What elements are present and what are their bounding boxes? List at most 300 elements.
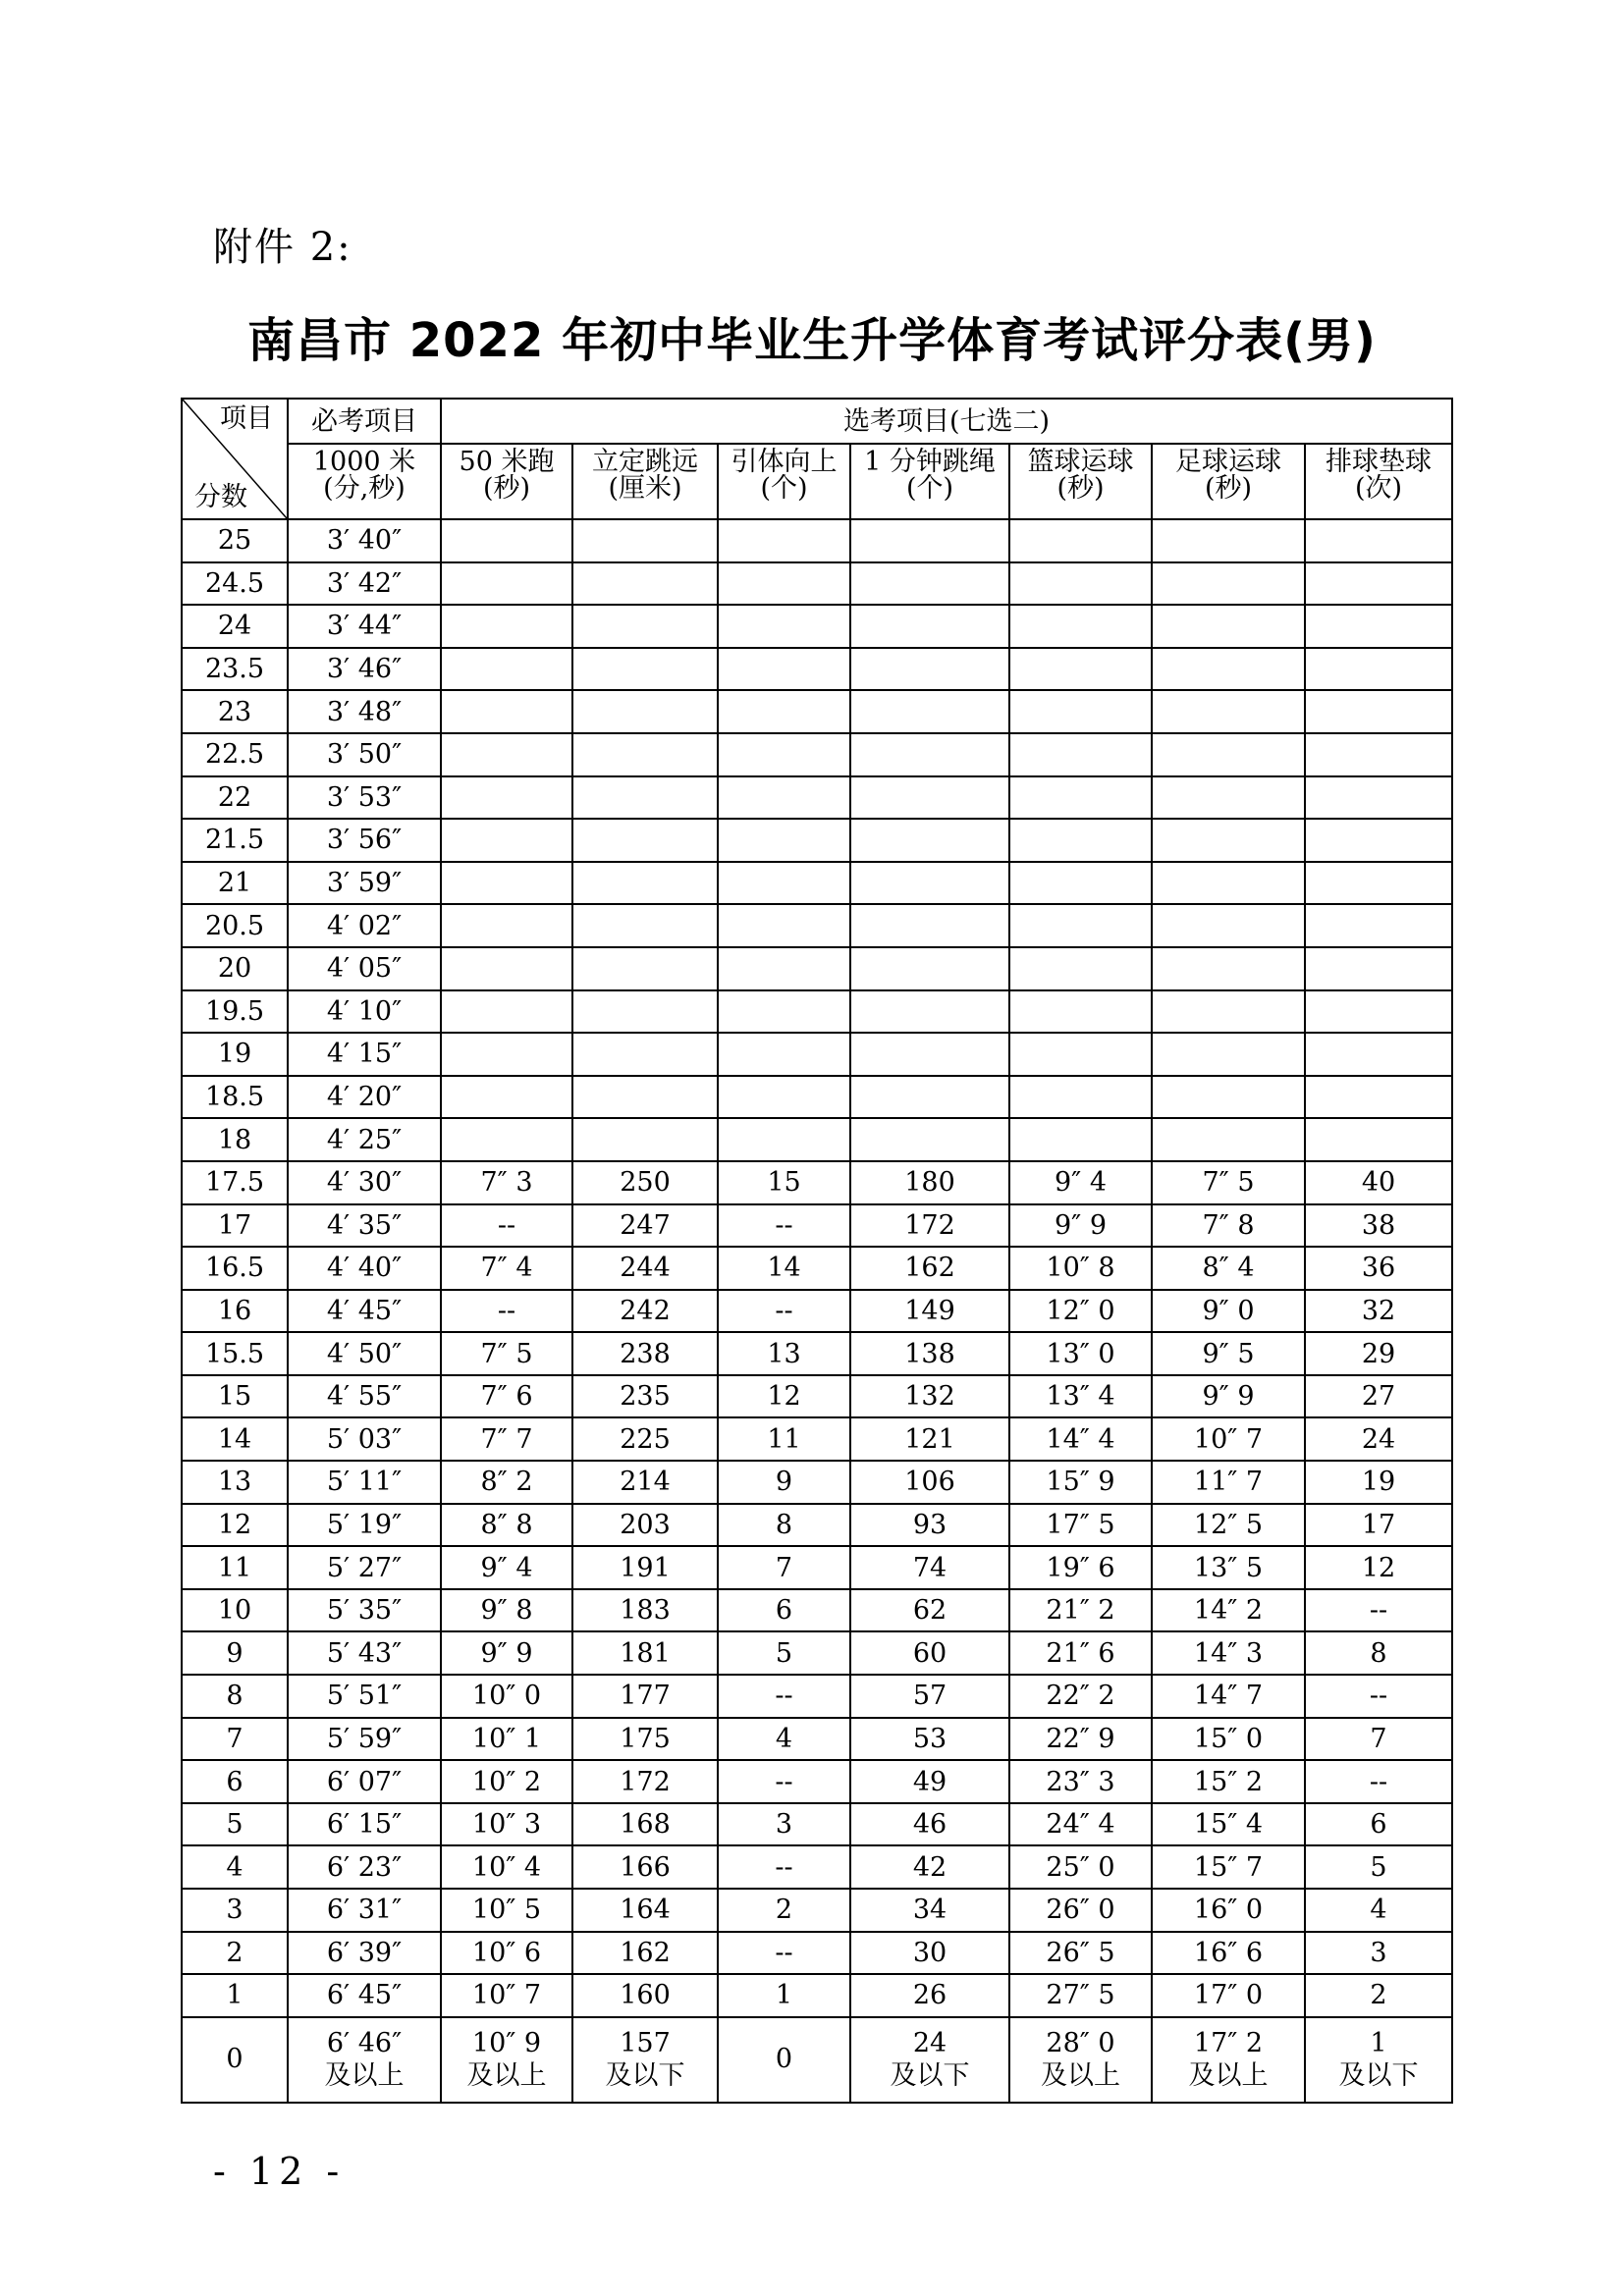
value-cell: 36 <box>1305 1247 1452 1290</box>
value-cell: 4′ 25″ <box>288 1118 441 1161</box>
value-cell <box>1152 1033 1305 1076</box>
value-cell: 5′ 11″ <box>288 1461 441 1504</box>
value-cell <box>850 519 1009 562</box>
table-row <box>182 1546 1452 1589</box>
value-cell <box>1305 605 1452 648</box>
score-cell: 3 <box>182 1889 288 1932</box>
value-cell <box>718 776 850 820</box>
value-cell: 29 <box>1305 1332 1452 1375</box>
column-name: 引体向上 <box>731 447 838 477</box>
value-cell: 6′ 07″ <box>288 1760 441 1803</box>
value-cell: 16″ 6 <box>1152 1932 1305 1975</box>
score-cell <box>182 2017 288 2103</box>
value-cell: 5′ 35″ <box>288 1589 441 1632</box>
table-row <box>182 690 1452 733</box>
value-cell <box>1152 1076 1305 1119</box>
value-cell: 4′ 40″ <box>288 1247 441 1290</box>
value-cell: 1 <box>718 1974 850 2017</box>
value-cell: 9″ 9 <box>1009 1204 1152 1248</box>
table-row <box>182 1504 1452 1547</box>
table-row <box>182 1631 1452 1675</box>
value-cell: 8″ 4 <box>1152 1247 1305 1290</box>
table-row <box>182 904 1452 947</box>
table-row <box>182 947 1452 990</box>
value-cell: 11″ 7 <box>1152 1461 1305 1504</box>
score-cell: 21.5 <box>182 819 288 862</box>
column-unit: (厘米) <box>608 473 682 504</box>
score-cell: 18 <box>182 1118 288 1161</box>
value-cell: 7″ 8 <box>1152 1204 1305 1248</box>
value-cell <box>1305 819 1452 862</box>
column-header <box>572 444 718 519</box>
value-cell <box>441 690 572 733</box>
value-cell <box>441 1033 572 1076</box>
value-cell: 26″ 0 <box>1009 1889 1152 1932</box>
value-cell <box>441 862 572 905</box>
table-row <box>182 990 1452 1034</box>
value-cell <box>441 2017 572 2103</box>
value-cell: 2 <box>718 1889 850 1932</box>
page-number: - 12 - <box>213 2150 346 2193</box>
score-cell: 23.5 <box>182 648 288 691</box>
score-cell: 19.5 <box>182 990 288 1034</box>
value-cell <box>1305 904 1452 947</box>
value-cell: 3 <box>1305 1932 1452 1975</box>
column-name: 排球垫球 <box>1326 447 1432 477</box>
value-cell <box>441 990 572 1034</box>
value-cell: -- <box>718 1204 850 1248</box>
value-cell: 5′ 59″ <box>288 1718 441 1761</box>
value-cell: 15″ 4 <box>1152 1803 1305 1846</box>
value-cell <box>1152 733 1305 776</box>
value-cell <box>850 904 1009 947</box>
value-cell <box>441 605 572 648</box>
column-name: 1000 米 <box>312 447 416 477</box>
value-cell: 9″ 5 <box>1152 1332 1305 1375</box>
score-cell: 14 <box>182 1417 288 1461</box>
table-row <box>182 1803 1452 1846</box>
value-cell: 27″ 5 <box>1009 1974 1152 2017</box>
value-cell <box>572 519 718 562</box>
value-cell <box>441 562 572 606</box>
value-cell: 10″ 2 <box>441 1760 572 1803</box>
value-cell: 250 <box>572 1161 718 1204</box>
column-unit: (个) <box>760 473 808 504</box>
score-cell: 4 <box>182 1845 288 1889</box>
column-name: 足球运球 <box>1175 447 1281 477</box>
value-cell: 9″ 9 <box>1152 1375 1305 1418</box>
column-header <box>1009 444 1152 519</box>
value-cell <box>1009 519 1152 562</box>
value-cell <box>850 947 1009 990</box>
score-cell: 6 <box>182 1760 288 1803</box>
value-cell <box>850 1118 1009 1161</box>
score-cell: 7 <box>182 1718 288 1761</box>
table-row <box>182 562 1452 606</box>
value-cell: 10″ 8 <box>1009 1247 1152 1290</box>
value-cell: 166 <box>572 1845 718 1889</box>
table-row <box>182 1247 1452 1290</box>
value-cell: 22″ 2 <box>1009 1675 1152 1718</box>
table-row <box>182 1675 1452 1718</box>
column-unit: (分,秒) <box>323 473 406 504</box>
value-cell: -- <box>441 1204 572 1248</box>
value-cell <box>718 2017 850 2103</box>
value-cell <box>441 648 572 691</box>
cell-value: 0 <box>775 2044 793 2075</box>
value-cell: 3 <box>718 1803 850 1846</box>
value-cell: 3′ 59″ <box>288 862 441 905</box>
value-cell: -- <box>718 1845 850 1889</box>
value-cell: 242 <box>572 1290 718 1333</box>
value-cell <box>1009 990 1152 1034</box>
value-cell: 10″ 6 <box>441 1932 572 1975</box>
value-cell <box>718 562 850 606</box>
value-cell: 27 <box>1305 1375 1452 1418</box>
value-cell <box>1009 776 1152 820</box>
value-cell: -- <box>1305 1589 1452 1632</box>
score-cell: 16 <box>182 1290 288 1333</box>
value-cell <box>1305 947 1452 990</box>
value-cell <box>441 1118 572 1161</box>
value-cell <box>718 990 850 1034</box>
value-cell: 24″ 4 <box>1009 1803 1152 1846</box>
value-cell <box>1009 648 1152 691</box>
column-header <box>441 444 572 519</box>
table-row <box>182 1845 1452 1889</box>
value-cell: 12″ 0 <box>1009 1290 1152 1333</box>
value-cell: 21″ 2 <box>1009 1589 1152 1632</box>
value-cell <box>441 776 572 820</box>
score-cell: 9 <box>182 1631 288 1675</box>
value-cell <box>1152 819 1305 862</box>
value-cell: 49 <box>850 1760 1009 1803</box>
value-cell <box>718 1118 850 1161</box>
table-row <box>182 862 1452 905</box>
column-name: 50 米跑 <box>459 447 555 477</box>
value-cell <box>1305 1118 1452 1161</box>
value-cell: 10″ 3 <box>441 1803 572 1846</box>
table-row <box>182 1889 1452 1932</box>
value-cell: 9″ 9 <box>441 1631 572 1675</box>
value-cell <box>1305 648 1452 691</box>
value-cell: 4 <box>718 1718 850 1761</box>
table-row <box>182 1204 1452 1248</box>
value-cell <box>1009 2017 1152 2103</box>
value-cell: 214 <box>572 1461 718 1504</box>
value-cell <box>1009 1033 1152 1076</box>
value-cell: 15 <box>718 1161 850 1204</box>
value-cell: 6′ 39″ <box>288 1932 441 1975</box>
table-row <box>182 1417 1452 1461</box>
value-cell <box>572 1033 718 1076</box>
value-cell: 14″ 4 <box>1009 1417 1152 1461</box>
value-cell <box>1009 947 1152 990</box>
cell-value: 17″ 2 <box>1193 2027 1264 2058</box>
value-cell: 53 <box>850 1718 1009 1761</box>
value-cell: 16″ 0 <box>1152 1889 1305 1932</box>
cell-value: 24 <box>912 2027 947 2058</box>
value-cell <box>1009 862 1152 905</box>
value-cell <box>850 1076 1009 1119</box>
value-cell: 238 <box>572 1332 718 1375</box>
cell-value: 10″ 9 <box>471 2027 542 2058</box>
value-cell <box>572 733 718 776</box>
score-cell: 5 <box>182 1803 288 1846</box>
value-cell: 12″ 5 <box>1152 1504 1305 1547</box>
value-cell: 10″ 0 <box>441 1675 572 1718</box>
value-cell: 203 <box>572 1504 718 1547</box>
value-cell <box>1305 990 1452 1034</box>
value-cell: 6 <box>1305 1803 1452 1846</box>
table-row <box>182 519 1452 562</box>
column-header <box>288 444 441 519</box>
value-cell: 6′ 31″ <box>288 1889 441 1932</box>
value-cell: -- <box>1305 1760 1452 1803</box>
value-cell: 38 <box>1305 1204 1452 1248</box>
value-cell: 138 <box>850 1332 1009 1375</box>
value-cell <box>1009 733 1152 776</box>
value-cell: 74 <box>850 1546 1009 1589</box>
value-cell: 175 <box>572 1718 718 1761</box>
value-cell: 19″ 6 <box>1009 1546 1152 1589</box>
value-cell: 225 <box>572 1417 718 1461</box>
value-cell: 162 <box>850 1247 1009 1290</box>
value-cell <box>718 690 850 733</box>
table-row <box>182 1974 1452 2017</box>
value-cell <box>718 733 850 776</box>
value-cell <box>441 819 572 862</box>
value-cell <box>572 690 718 733</box>
value-cell: -- <box>718 1290 850 1333</box>
value-cell: 5′ 27″ <box>288 1546 441 1589</box>
value-cell <box>1305 690 1452 733</box>
value-cell: 8″ 8 <box>441 1504 572 1547</box>
value-cell: 2 <box>1305 1974 1452 2017</box>
document-title: 南昌市 2022 年初中毕业生升学体育考试评分表(男) <box>247 313 1377 368</box>
table-row <box>182 1375 1452 1418</box>
value-cell <box>441 519 572 562</box>
table-row <box>182 1290 1452 1333</box>
value-cell <box>1305 1076 1452 1119</box>
column-name: 立定跳远 <box>592 447 698 477</box>
table-row <box>182 1932 1452 1975</box>
value-cell: 14″ 3 <box>1152 1631 1305 1675</box>
score-cell: 16.5 <box>182 1247 288 1290</box>
cell-value: 1 <box>1370 2027 1387 2058</box>
value-cell: 15″ 7 <box>1152 1845 1305 1889</box>
value-cell: 8 <box>718 1504 850 1547</box>
value-cell <box>850 690 1009 733</box>
value-cell <box>1152 1118 1305 1161</box>
value-cell <box>572 819 718 862</box>
value-cell <box>1305 562 1452 606</box>
value-cell: 3′ 46″ <box>288 648 441 691</box>
score-cell: 22 <box>182 776 288 820</box>
value-cell <box>718 904 850 947</box>
value-cell: 13″ 5 <box>1152 1546 1305 1589</box>
value-cell: 4′ 05″ <box>288 947 441 990</box>
value-cell <box>718 1033 850 1076</box>
column-unit: (个) <box>905 473 954 504</box>
value-cell: 4′ 45″ <box>288 1290 441 1333</box>
value-cell <box>850 648 1009 691</box>
value-cell <box>1305 519 1452 562</box>
value-cell: 15″ 9 <box>1009 1461 1152 1504</box>
value-cell: 34 <box>850 1889 1009 1932</box>
value-cell: 4′ 55″ <box>288 1375 441 1418</box>
value-cell: 164 <box>572 1889 718 1932</box>
value-cell <box>1009 690 1152 733</box>
value-cell <box>718 648 850 691</box>
value-cell <box>572 562 718 606</box>
cell-value: 157 <box>620 2027 671 2058</box>
attachment-label: 附件 2: <box>213 225 352 270</box>
value-cell <box>572 2017 718 2103</box>
cell-note: 及以上 <box>1188 2060 1269 2092</box>
value-cell <box>572 862 718 905</box>
value-cell: 93 <box>850 1504 1009 1547</box>
score-cell: 8 <box>182 1675 288 1718</box>
value-cell: 9 <box>718 1461 850 1504</box>
value-cell: 10″ 4 <box>441 1845 572 1889</box>
table-row <box>182 1760 1452 1803</box>
value-cell: 19 <box>1305 1461 1452 1504</box>
value-cell <box>1009 1118 1152 1161</box>
value-cell: 9″ 4 <box>441 1546 572 1589</box>
column-header <box>1305 444 1452 519</box>
value-cell: 5′ 03″ <box>288 1417 441 1461</box>
value-cell: 9″ 0 <box>1152 1290 1305 1333</box>
value-cell <box>1009 904 1152 947</box>
value-cell: 160 <box>572 1974 718 2017</box>
value-cell: 7″ 7 <box>441 1417 572 1461</box>
value-cell: 25″ 0 <box>1009 1845 1152 1889</box>
value-cell: 8 <box>1305 1631 1452 1675</box>
value-cell <box>1152 562 1305 606</box>
score-cell: 13 <box>182 1461 288 1504</box>
value-cell <box>441 733 572 776</box>
score-cell: 23 <box>182 690 288 733</box>
value-cell <box>572 605 718 648</box>
cell-note: 及以上 <box>1041 2060 1120 2092</box>
value-cell: 15″ 2 <box>1152 1760 1305 1803</box>
score-cell: 2 <box>182 1932 288 1975</box>
score-cell: 19 <box>182 1033 288 1076</box>
table-row <box>182 1161 1452 1204</box>
score-cell: 17 <box>182 1204 288 1248</box>
value-cell: 24 <box>1305 1417 1452 1461</box>
value-cell <box>850 990 1009 1034</box>
score-cell: 20.5 <box>182 904 288 947</box>
value-cell: 46 <box>850 1803 1009 1846</box>
value-cell <box>288 2017 441 2103</box>
value-cell: 3′ 50″ <box>288 733 441 776</box>
value-cell: 7″ 5 <box>441 1332 572 1375</box>
value-cell: 5′ 51″ <box>288 1675 441 1718</box>
value-cell: 121 <box>850 1417 1009 1461</box>
value-cell: 12 <box>1305 1546 1452 1589</box>
value-cell <box>718 819 850 862</box>
value-cell <box>441 947 572 990</box>
value-cell <box>1152 862 1305 905</box>
value-cell: 9″ 4 <box>1009 1161 1152 1204</box>
column-unit: (秒) <box>482 473 531 504</box>
value-cell <box>718 519 850 562</box>
cell-value: 6′ 46″ <box>326 2027 403 2058</box>
value-cell: 22″ 9 <box>1009 1718 1152 1761</box>
value-cell <box>850 776 1009 820</box>
value-cell: 177 <box>572 1675 718 1718</box>
value-cell <box>1152 947 1305 990</box>
value-cell <box>850 2017 1009 2103</box>
value-cell <box>850 605 1009 648</box>
value-cell <box>718 947 850 990</box>
value-cell: 3′ 40″ <box>288 519 441 562</box>
value-cell: 11 <box>718 1417 850 1461</box>
value-cell: 57 <box>850 1675 1009 1718</box>
score-cell: 18.5 <box>182 1076 288 1119</box>
value-cell: 7″ 3 <box>441 1161 572 1204</box>
table-row <box>182 1589 1452 1632</box>
value-cell <box>718 1076 850 1119</box>
value-cell: 191 <box>572 1546 718 1589</box>
value-cell <box>1152 519 1305 562</box>
value-cell: 3′ 56″ <box>288 819 441 862</box>
value-cell: 15″ 0 <box>1152 1718 1305 1761</box>
value-cell: 17″ 0 <box>1152 1974 1305 2017</box>
value-cell <box>1152 990 1305 1034</box>
value-cell: 4′ 50″ <box>288 1332 441 1375</box>
value-cell: 4′ 35″ <box>288 1204 441 1248</box>
value-cell <box>850 819 1009 862</box>
value-cell <box>1305 1033 1452 1076</box>
value-cell: 181 <box>572 1631 718 1675</box>
value-cell: 13 <box>718 1332 850 1375</box>
table-row <box>182 776 1452 820</box>
value-cell: 7″ 6 <box>441 1375 572 1418</box>
value-cell: 106 <box>850 1461 1009 1504</box>
value-cell: 4′ 30″ <box>288 1161 441 1204</box>
value-cell <box>572 904 718 947</box>
score-cell: 17.5 <box>182 1161 288 1204</box>
value-cell <box>850 1033 1009 1076</box>
value-cell: 5′ 43″ <box>288 1631 441 1675</box>
value-cell: 7″ 4 <box>441 1247 572 1290</box>
table-row-zero <box>182 2017 1452 2103</box>
value-cell: 3′ 48″ <box>288 690 441 733</box>
score-cell: 25 <box>182 519 288 562</box>
value-cell: 60 <box>850 1631 1009 1675</box>
value-cell: 10″ 7 <box>1152 1417 1305 1461</box>
value-cell: 14 <box>718 1247 850 1290</box>
value-cell <box>572 776 718 820</box>
value-cell: 4′ 02″ <box>288 904 441 947</box>
table-row <box>182 1461 1452 1504</box>
value-cell <box>1152 904 1305 947</box>
value-cell <box>572 648 718 691</box>
value-cell: 30 <box>850 1932 1009 1975</box>
value-cell <box>1305 2017 1452 2103</box>
column-name: 1 分钟跳绳 <box>864 447 996 477</box>
corner-header-cell <box>182 399 288 519</box>
value-cell: 12 <box>718 1375 850 1418</box>
value-cell: 5 <box>718 1631 850 1675</box>
cell-note: 及以上 <box>466 2060 547 2092</box>
table-row <box>182 1076 1452 1119</box>
value-cell <box>850 862 1009 905</box>
value-cell: 244 <box>572 1247 718 1290</box>
